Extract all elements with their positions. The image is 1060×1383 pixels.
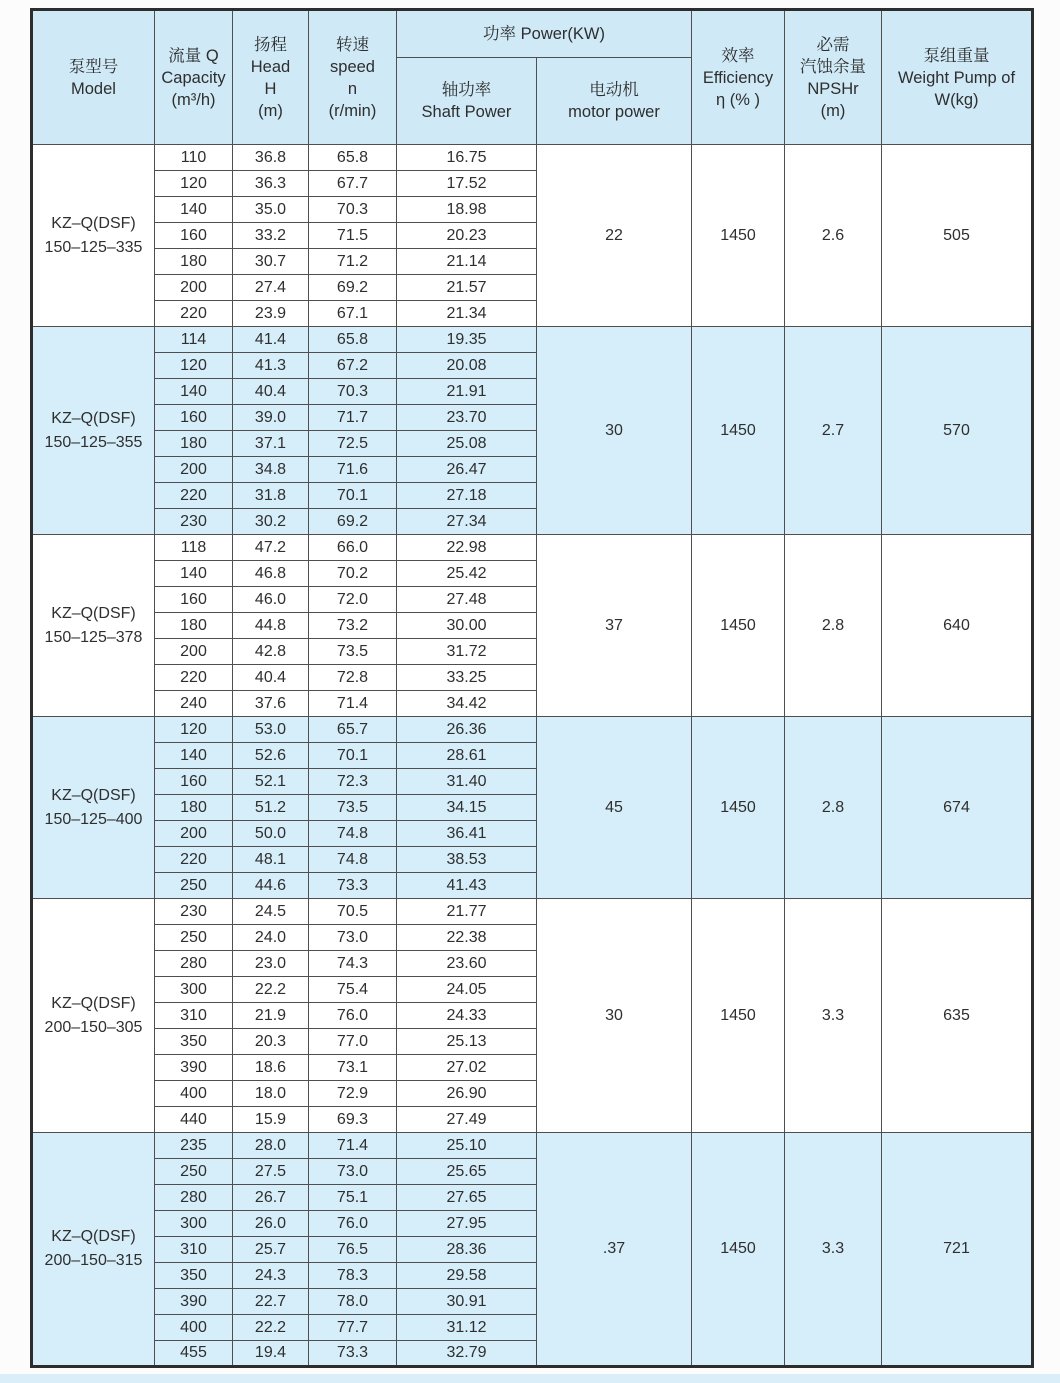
- speed-cell: 73.2: [309, 613, 397, 639]
- npshr-cell: 2.8: [785, 717, 882, 899]
- capacity-cell: 140: [155, 561, 233, 587]
- shaft-power-cell: 36.41: [397, 821, 537, 847]
- head-cell: 30.2: [233, 509, 309, 535]
- capacity-cell: 240: [155, 691, 233, 717]
- capacity-cell: 120: [155, 171, 233, 197]
- header-efficiency: 效率 Efficiency η (% ): [692, 10, 785, 145]
- shaft-power-cell: 23.70: [397, 405, 537, 431]
- capacity-cell: 250: [155, 873, 233, 899]
- speed-cell: 73.3: [309, 1341, 397, 1367]
- capacity-cell: 230: [155, 509, 233, 535]
- capacity-cell: 250: [155, 1159, 233, 1185]
- speed-cell: 76.5: [309, 1237, 397, 1263]
- shaft-power-cell: 16.75: [397, 145, 537, 171]
- capacity-cell: 120: [155, 717, 233, 743]
- speed-cell: 71.5: [309, 223, 397, 249]
- shaft-power-cell: 27.95: [397, 1211, 537, 1237]
- shaft-power-cell: 21.77: [397, 899, 537, 925]
- speed-cell: 71.4: [309, 1133, 397, 1159]
- capacity-cell: 160: [155, 405, 233, 431]
- shaft-power-cell: 30.91: [397, 1289, 537, 1315]
- speed-cell: 67.2: [309, 353, 397, 379]
- efficiency-cell: 1450: [692, 899, 785, 1133]
- speed-cell: 73.0: [309, 1159, 397, 1185]
- shaft-power-cell: 27.18: [397, 483, 537, 509]
- shaft-power-cell: 41.43: [397, 873, 537, 899]
- table-header: [32, 10, 1033, 145]
- model-cell: KZ–Q(DSF) 200–150–305: [32, 899, 155, 1133]
- head-cell: 24.5: [233, 899, 309, 925]
- header-weight: 泵组重量 Weight Pump of W(kg): [882, 10, 1033, 145]
- capacity-cell: 220: [155, 301, 233, 327]
- capacity-cell: 110: [155, 145, 233, 171]
- head-cell: 41.3: [233, 353, 309, 379]
- head-cell: 26.7: [233, 1185, 309, 1211]
- capacity-cell: 440: [155, 1107, 233, 1133]
- speed-cell: 74.8: [309, 821, 397, 847]
- speed-cell: 71.2: [309, 249, 397, 275]
- capacity-cell: 300: [155, 1211, 233, 1237]
- head-cell: 23.0: [233, 951, 309, 977]
- efficiency-cell: 1450: [692, 717, 785, 899]
- speed-cell: 72.0: [309, 587, 397, 613]
- head-cell: 24.0: [233, 925, 309, 951]
- capacity-cell: 120: [155, 353, 233, 379]
- motor-power-cell: 22: [537, 145, 692, 327]
- head-cell: 36.3: [233, 171, 309, 197]
- head-cell: 22.2: [233, 1315, 309, 1341]
- npshr-cell: 2.7: [785, 327, 882, 535]
- speed-cell: 77.0: [309, 1029, 397, 1055]
- speed-cell: 65.8: [309, 327, 397, 353]
- table-row: [32, 899, 1033, 925]
- header-speed: 转速 speed n (r/min): [309, 10, 397, 145]
- speed-cell: 73.5: [309, 639, 397, 665]
- capacity-cell: 280: [155, 951, 233, 977]
- shaft-power-cell: 17.52: [397, 171, 537, 197]
- speed-cell: 70.3: [309, 197, 397, 223]
- page-bottom-strip: [0, 1374, 1060, 1383]
- speed-cell: 75.4: [309, 977, 397, 1003]
- npshr-cell: 2.8: [785, 535, 882, 717]
- speed-cell: 74.3: [309, 951, 397, 977]
- shaft-power-cell: 25.65: [397, 1159, 537, 1185]
- table-row: [32, 145, 1033, 171]
- shaft-power-cell: 21.14: [397, 249, 537, 275]
- head-cell: 34.8: [233, 457, 309, 483]
- head-cell: 25.7: [233, 1237, 309, 1263]
- motor-power-cell: 30: [537, 899, 692, 1133]
- speed-cell: 73.0: [309, 925, 397, 951]
- table-row: [32, 717, 1033, 743]
- efficiency-cell: 1450: [692, 327, 785, 535]
- capacity-cell: 200: [155, 457, 233, 483]
- head-cell: 44.8: [233, 613, 309, 639]
- speed-cell: 67.7: [309, 171, 397, 197]
- capacity-cell: 235: [155, 1133, 233, 1159]
- head-cell: 47.2: [233, 535, 309, 561]
- capacity-cell: 114: [155, 327, 233, 353]
- shaft-power-cell: 31.40: [397, 769, 537, 795]
- head-cell: 52.6: [233, 743, 309, 769]
- header-motor-power: 电动机 motor power: [537, 58, 692, 145]
- weight-cell: 505: [882, 145, 1033, 327]
- capacity-cell: 200: [155, 275, 233, 301]
- shaft-power-cell: 23.60: [397, 951, 537, 977]
- capacity-cell: 160: [155, 587, 233, 613]
- head-cell: 53.0: [233, 717, 309, 743]
- head-cell: 51.2: [233, 795, 309, 821]
- head-cell: 26.0: [233, 1211, 309, 1237]
- model-cell: KZ–Q(DSF) 150–125–355: [32, 327, 155, 535]
- header-head: 扬程 Head H (m): [233, 10, 309, 145]
- pump-spec-table: [30, 8, 1034, 1368]
- capacity-cell: 160: [155, 223, 233, 249]
- shaft-power-cell: 32.79: [397, 1341, 537, 1367]
- header-shaft-power: 轴功率 Shaft Power: [397, 58, 537, 145]
- shaft-power-cell: 20.08: [397, 353, 537, 379]
- shaft-power-cell: 27.65: [397, 1185, 537, 1211]
- shaft-power-cell: 20.23: [397, 223, 537, 249]
- capacity-cell: 390: [155, 1289, 233, 1315]
- capacity-cell: 180: [155, 613, 233, 639]
- npshr-cell: 3.3: [785, 1133, 882, 1367]
- shaft-power-cell: 27.34: [397, 509, 537, 535]
- head-cell: 50.0: [233, 821, 309, 847]
- head-cell: 19.4: [233, 1341, 309, 1367]
- speed-cell: 66.0: [309, 535, 397, 561]
- header-capacity: 流量 Q Capacity (m³/h): [155, 10, 233, 145]
- capacity-cell: 160: [155, 769, 233, 795]
- efficiency-cell: 1450: [692, 145, 785, 327]
- capacity-cell: 200: [155, 821, 233, 847]
- head-cell: 37.1: [233, 431, 309, 457]
- head-cell: 15.9: [233, 1107, 309, 1133]
- head-cell: 18.0: [233, 1081, 309, 1107]
- capacity-cell: 310: [155, 1003, 233, 1029]
- shaft-power-cell: 22.98: [397, 535, 537, 561]
- speed-cell: 70.1: [309, 743, 397, 769]
- shaft-power-cell: 34.42: [397, 691, 537, 717]
- capacity-cell: 220: [155, 847, 233, 873]
- speed-cell: 67.1: [309, 301, 397, 327]
- head-cell: 21.9: [233, 1003, 309, 1029]
- capacity-cell: 140: [155, 743, 233, 769]
- table-row: [32, 1133, 1033, 1159]
- header-npshr: 必需 汽蚀余量 NPSHr (m): [785, 10, 882, 145]
- shaft-power-cell: 18.98: [397, 197, 537, 223]
- speed-cell: 75.1: [309, 1185, 397, 1211]
- head-cell: 37.6: [233, 691, 309, 717]
- speed-cell: 70.2: [309, 561, 397, 587]
- shaft-power-cell: 30.00: [397, 613, 537, 639]
- speed-cell: 78.3: [309, 1263, 397, 1289]
- head-cell: 20.3: [233, 1029, 309, 1055]
- head-cell: 40.4: [233, 379, 309, 405]
- motor-power-cell: .37: [537, 1133, 692, 1367]
- capacity-cell: 400: [155, 1315, 233, 1341]
- speed-cell: 70.1: [309, 483, 397, 509]
- capacity-cell: 310: [155, 1237, 233, 1263]
- capacity-cell: 180: [155, 795, 233, 821]
- speed-cell: 71.7: [309, 405, 397, 431]
- shaft-power-cell: 28.36: [397, 1237, 537, 1263]
- speed-cell: 78.0: [309, 1289, 397, 1315]
- efficiency-cell: 1450: [692, 535, 785, 717]
- shaft-power-cell: 21.34: [397, 301, 537, 327]
- capacity-cell: 140: [155, 379, 233, 405]
- table-body: [32, 145, 1033, 1367]
- capacity-cell: 280: [155, 1185, 233, 1211]
- header-power-group: 功率 Power(KW): [397, 10, 692, 58]
- head-cell: 24.3: [233, 1263, 309, 1289]
- speed-cell: 76.0: [309, 1211, 397, 1237]
- shaft-power-cell: 27.48: [397, 587, 537, 613]
- speed-cell: 70.5: [309, 899, 397, 925]
- capacity-cell: 118: [155, 535, 233, 561]
- speed-cell: 72.3: [309, 769, 397, 795]
- head-cell: 27.4: [233, 275, 309, 301]
- shaft-power-cell: 25.10: [397, 1133, 537, 1159]
- weight-cell: 570: [882, 327, 1033, 535]
- shaft-power-cell: 24.05: [397, 977, 537, 1003]
- capacity-cell: 220: [155, 483, 233, 509]
- speed-cell: 73.5: [309, 795, 397, 821]
- head-cell: 22.7: [233, 1289, 309, 1315]
- weight-cell: 674: [882, 717, 1033, 899]
- motor-power-cell: 30: [537, 327, 692, 535]
- head-cell: 27.5: [233, 1159, 309, 1185]
- capacity-cell: 400: [155, 1081, 233, 1107]
- speed-cell: 72.9: [309, 1081, 397, 1107]
- capacity-cell: 200: [155, 639, 233, 665]
- shaft-power-cell: 22.38: [397, 925, 537, 951]
- capacity-cell: 390: [155, 1055, 233, 1081]
- speed-cell: 74.8: [309, 847, 397, 873]
- capacity-cell: 250: [155, 925, 233, 951]
- speed-cell: 71.6: [309, 457, 397, 483]
- speed-cell: 72.8: [309, 665, 397, 691]
- speed-cell: 76.0: [309, 1003, 397, 1029]
- shaft-power-cell: 27.49: [397, 1107, 537, 1133]
- head-cell: 40.4: [233, 665, 309, 691]
- speed-cell: 71.4: [309, 691, 397, 717]
- head-cell: 31.8: [233, 483, 309, 509]
- head-cell: 28.0: [233, 1133, 309, 1159]
- shaft-power-cell: 34.15: [397, 795, 537, 821]
- head-cell: 46.0: [233, 587, 309, 613]
- speed-cell: 73.3: [309, 873, 397, 899]
- capacity-cell: 180: [155, 431, 233, 457]
- shaft-power-cell: 31.72: [397, 639, 537, 665]
- speed-cell: 65.7: [309, 717, 397, 743]
- capacity-cell: 350: [155, 1263, 233, 1289]
- shaft-power-cell: 27.02: [397, 1055, 537, 1081]
- efficiency-cell: 1450: [692, 1133, 785, 1367]
- head-cell: 22.2: [233, 977, 309, 1003]
- speed-cell: 69.3: [309, 1107, 397, 1133]
- header-model: 泵型号 Model: [32, 10, 155, 145]
- weight-cell: 721: [882, 1133, 1033, 1367]
- shaft-power-cell: 19.35: [397, 327, 537, 353]
- shaft-power-cell: 25.42: [397, 561, 537, 587]
- shaft-power-cell: 24.33: [397, 1003, 537, 1029]
- head-cell: 46.8: [233, 561, 309, 587]
- model-cell: KZ–Q(DSF) 150–125–335: [32, 145, 155, 327]
- head-cell: 39.0: [233, 405, 309, 431]
- shaft-power-cell: 38.53: [397, 847, 537, 873]
- head-cell: 41.4: [233, 327, 309, 353]
- shaft-power-cell: 31.12: [397, 1315, 537, 1341]
- capacity-cell: 230: [155, 899, 233, 925]
- speed-cell: 77.7: [309, 1315, 397, 1341]
- shaft-power-cell: 25.13: [397, 1029, 537, 1055]
- weight-cell: 640: [882, 535, 1033, 717]
- model-cell: KZ–Q(DSF) 150–125–378: [32, 535, 155, 717]
- capacity-cell: 220: [155, 665, 233, 691]
- speed-cell: 73.1: [309, 1055, 397, 1081]
- head-cell: 52.1: [233, 769, 309, 795]
- shaft-power-cell: 29.58: [397, 1263, 537, 1289]
- head-cell: 30.7: [233, 249, 309, 275]
- weight-cell: 635: [882, 899, 1033, 1133]
- capacity-cell: 180: [155, 249, 233, 275]
- head-cell: 35.0: [233, 197, 309, 223]
- head-cell: 44.6: [233, 873, 309, 899]
- npshr-cell: 3.3: [785, 899, 882, 1133]
- head-cell: 42.8: [233, 639, 309, 665]
- table-row: [32, 327, 1033, 353]
- capacity-cell: 300: [155, 977, 233, 1003]
- head-cell: 23.9: [233, 301, 309, 327]
- speed-cell: 69.2: [309, 509, 397, 535]
- shaft-power-cell: 26.90: [397, 1081, 537, 1107]
- motor-power-cell: 37: [537, 535, 692, 717]
- shaft-power-cell: 26.47: [397, 457, 537, 483]
- capacity-cell: 140: [155, 197, 233, 223]
- capacity-cell: 455: [155, 1341, 233, 1367]
- model-cell: KZ–Q(DSF) 150–125–400: [32, 717, 155, 899]
- table-row: [32, 535, 1033, 561]
- shaft-power-cell: 21.57: [397, 275, 537, 301]
- shaft-power-cell: 33.25: [397, 665, 537, 691]
- shaft-power-cell: 26.36: [397, 717, 537, 743]
- head-cell: 18.6: [233, 1055, 309, 1081]
- speed-cell: 69.2: [309, 275, 397, 301]
- head-cell: 33.2: [233, 223, 309, 249]
- speed-cell: 70.3: [309, 379, 397, 405]
- shaft-power-cell: 21.91: [397, 379, 537, 405]
- head-cell: 36.8: [233, 145, 309, 171]
- model-cell: KZ–Q(DSF) 200–150–315: [32, 1133, 155, 1367]
- head-cell: 48.1: [233, 847, 309, 873]
- speed-cell: 65.8: [309, 145, 397, 171]
- shaft-power-cell: 25.08: [397, 431, 537, 457]
- capacity-cell: 350: [155, 1029, 233, 1055]
- speed-cell: 72.5: [309, 431, 397, 457]
- motor-power-cell: 45: [537, 717, 692, 899]
- shaft-power-cell: 28.61: [397, 743, 537, 769]
- npshr-cell: 2.6: [785, 145, 882, 327]
